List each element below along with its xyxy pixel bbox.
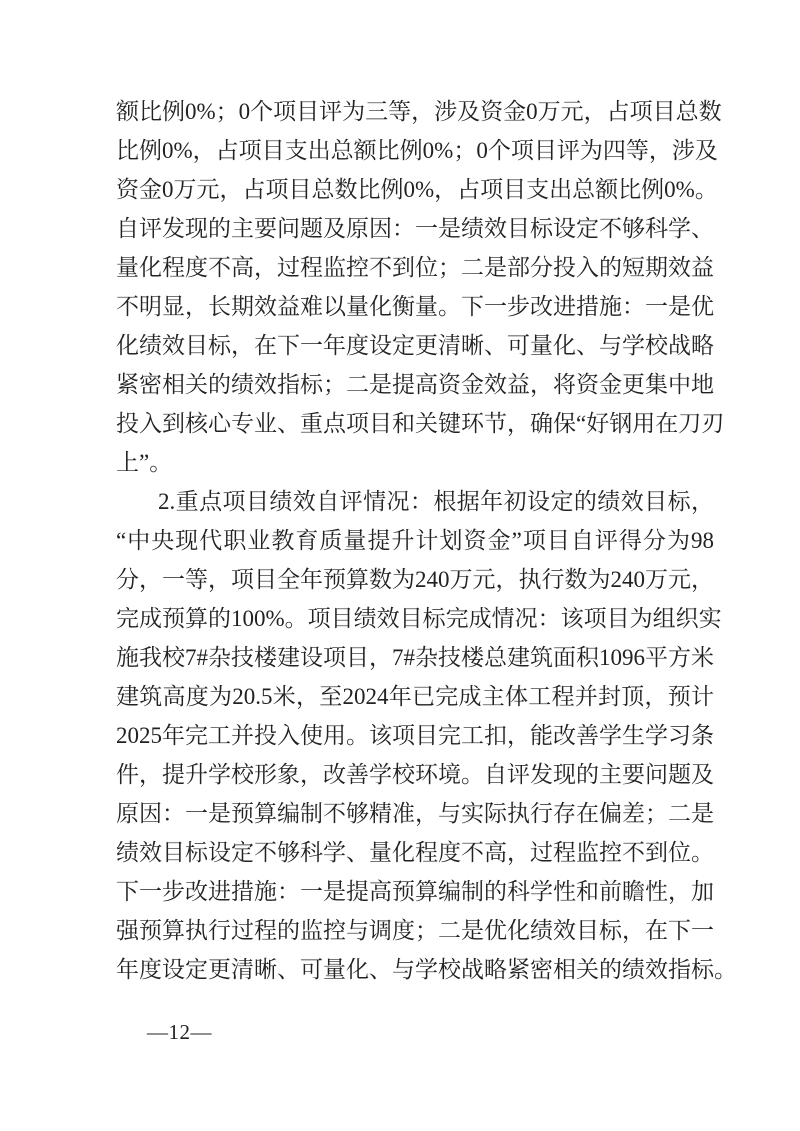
text-line: 件，提升学校形象，改善学校环境。自评发现的主要问题及: [116, 762, 714, 787]
text-line: 施我校7#杂技楼建设项目，7#杂技楼总建筑面积1096平方米: [116, 645, 714, 670]
text-line: 比例0%，占项目支出总额比例0%；0个项目评为四等，涉及: [116, 138, 718, 163]
text-line: 投入到核心专业、重点项目和关键环节，确保“好钢用在刀刃: [116, 411, 725, 436]
text-line: 自评发现的主要问题及原因：一是绩效目标设定不够科学、: [116, 216, 714, 241]
text-line: 额比例0%；0个项目评为三等，涉及资金0万元，占项目总数: [116, 99, 722, 124]
body-text: [116, 92, 737, 989]
page-number: —12—: [147, 1020, 212, 1044]
text-line: 紧密相关的绩效指标；二是提高资金效益，将资金更集中地: [116, 372, 714, 397]
text-line: 年度设定更清晰、可量化、与学校战略紧密相关的绩效指标。: [116, 957, 737, 982]
text-line: 2025年完工并投入使用。该项目完工扣，能改善学生学习条: [116, 723, 714, 748]
text-line: 上”。: [116, 450, 173, 475]
text-line: 下一步改进措施：一是提高预算编制的科学性和前瞻性，加: [116, 879, 714, 904]
text-line: 强预算执行过程的监控与调度；二是优化绩效目标，在下一: [116, 918, 714, 943]
text-line: “中央现代职业教育质量提升计划资金”项目自评得分为98: [116, 528, 714, 553]
text-line: 不明显，长期效益难以量化衡量。下一步改进措施：一是优: [116, 294, 714, 319]
text-line: 原因：一是预算编制不够精准，与实际执行存在偏差；二是: [116, 801, 714, 826]
text-line: 分，一等，项目全年预算数为240万元，执行数为240万元，: [116, 567, 714, 592]
text-line: 完成预算的100%。项目绩效目标完成情况：该项目为组织实: [116, 606, 722, 631]
text-line: 绩效目标设定不够科学、量化程度不高，过程监控不到位。: [116, 840, 714, 865]
text-line: 建筑高度为20.5米，至2024年已完成主体工程并封顶，预计: [116, 684, 714, 709]
text-line: 资金0万元，占项目总数比例0%，占项目支出总额比例0%。: [116, 177, 718, 202]
text-line: 量化程度不高，过程监控不到位；二是部分投入的短期效益: [116, 255, 714, 280]
text-line: 化绩效目标，在下一年度设定更清晰、可量化、与学校战略: [116, 333, 714, 358]
text-line: 2.重点项目绩效自评情况：根据年初设定的绩效目标，: [158, 489, 714, 514]
